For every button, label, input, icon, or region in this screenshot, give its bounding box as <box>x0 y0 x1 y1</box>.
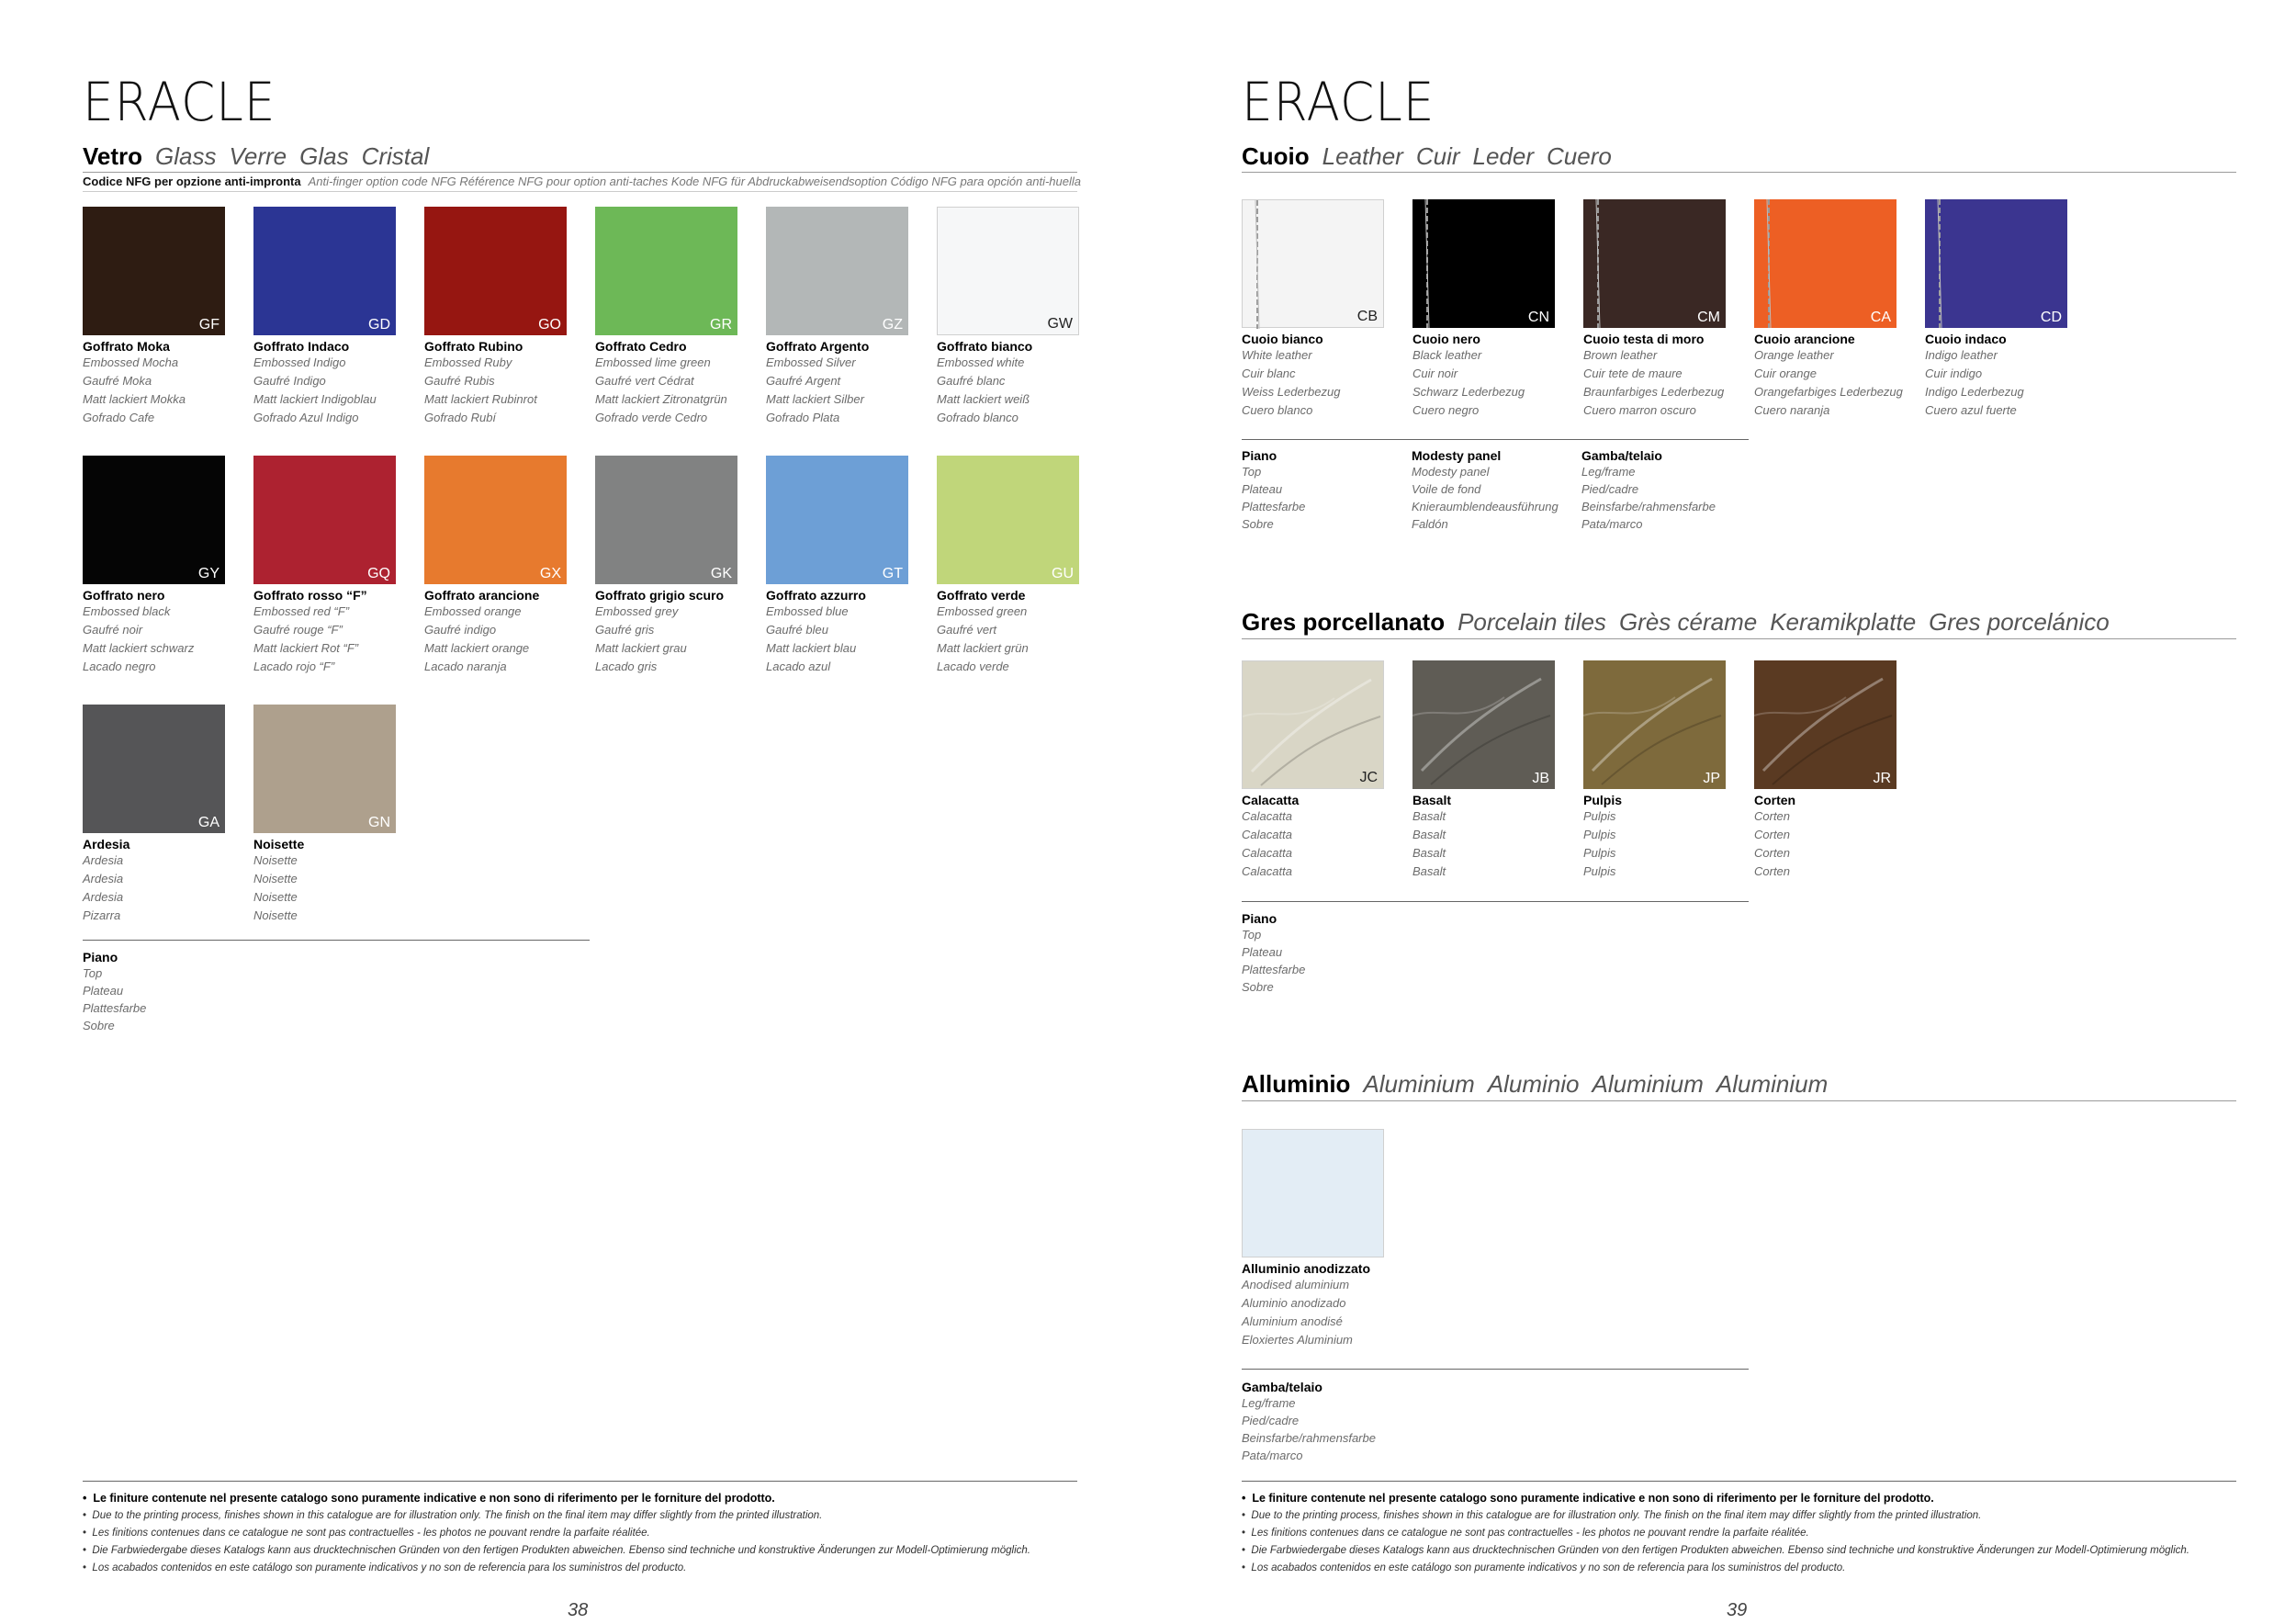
swatch-tile <box>1583 199 1726 328</box>
tile-texture <box>1412 660 1555 789</box>
swatch-translation: Ardesia <box>83 890 124 904</box>
section-divider <box>83 172 1077 173</box>
usage-title: Piano <box>83 950 118 964</box>
section-translation: Verre <box>229 142 287 170</box>
nfg-note-bold: Codice NFG per opzione anti-impronta <box>83 175 301 188</box>
swatch-translation: Gaufré Moka <box>83 374 152 388</box>
swatch-tile <box>1925 199 2067 328</box>
usage-divider <box>1242 439 1749 440</box>
section-translation: Aluminium <box>1363 1070 1475 1098</box>
swatch-tile <box>1412 660 1555 789</box>
swatch-translation: Cuero naranja <box>1754 403 1830 417</box>
swatch-name: Corten <box>1754 793 1796 807</box>
swatch-translation: Cuir orange <box>1754 367 1817 380</box>
usage-block <box>1242 448 1425 533</box>
swatch-translation: Gaufré indigo <box>424 623 497 637</box>
swatch-translation: Lacado rojo “F” <box>253 660 335 673</box>
swatch-code: GO <box>538 317 561 333</box>
nfg-note-translations: Anti-finger option code NFG Référence NFG pour option anti-taches Kode NFG für Abdruckabweisendsoption Código NFG para opción anti-huella <box>308 175 1081 188</box>
tile-texture <box>1583 660 1726 789</box>
swatch-code: CM <box>1697 310 1720 325</box>
swatch-translation: Cuero azul fuerte <box>1925 403 2017 417</box>
note-line: • Le finiture contenute nel presente catalogo sono puramente indicative e non sono di riferimento per le forniture del prodotto. <box>83 1492 775 1505</box>
swatch-tile <box>83 207 225 335</box>
swatch-translation: Matt lackiert Mokka <box>83 392 186 406</box>
swatch-translation: Matt lackiert blau <box>766 641 857 655</box>
note-line: • Due to the printing process, finishes shown in this catalogue are for illustration only. The finish on the final item may differ slightly from the printed illustration. <box>1242 1510 1982 1521</box>
swatch-code: GF <box>198 317 219 333</box>
swatch-name: Cuoio testa di moro <box>1583 332 1705 346</box>
swatch <box>1583 199 1726 420</box>
swatch-translation: Cuir noir <box>1412 367 1458 380</box>
note-line: • Les finitions contenues dans ce catalogue ne sont pas contractuelles - les photos ne pouvant rendre la parfaite réalitée. <box>83 1528 650 1539</box>
swatch <box>937 456 1079 676</box>
swatch-translation: Embossed green <box>937 604 1028 618</box>
swatch-tile <box>1754 199 1896 328</box>
note-line: • Los acabados contenidos en este catálogo son puramente indicativos y no son de referencia para los suministros del producto. <box>1242 1562 1846 1573</box>
tile-texture <box>1754 660 1896 789</box>
swatch-translation: Gofrado blanco <box>937 411 1019 424</box>
swatch-translation: Embossed red “F” <box>253 604 350 618</box>
section-translation: Glas <box>299 142 349 170</box>
swatch-translation: Gofrado Plata <box>766 411 840 424</box>
swatch-code: CB <box>1356 309 1378 324</box>
swatch-code: GW <box>1047 316 1073 332</box>
section-translation: Aluminio <box>1487 1070 1580 1098</box>
note-line: • Die Farbwiedergabe dieses Katalogs kann aus drucktechnischen Gründen von den fertigen Produkten abweichen. Ebenso sind techniche und konstruktive Änderungen zur Modell-Optimierung möglich. <box>1242 1545 2189 1556</box>
page-number: 38 <box>568 1600 589 1620</box>
usage-line: Sobre <box>1242 980 1274 994</box>
usage-divider <box>1242 1369 1749 1370</box>
note-line: • Los acabados contenidos en este catálogo son puramente indicativos y no son de referencia para los suministros del producto. <box>83 1562 687 1573</box>
usage-line: Knieraumblendeausführung <box>1412 500 1559 513</box>
section-translation: Porcelain tiles <box>1458 608 1606 636</box>
swatch-translation: White leather <box>1242 348 1312 362</box>
swatch-translation: Embossed blue <box>766 604 849 618</box>
swatch-tile <box>424 456 567 584</box>
section-translation: Glass <box>155 142 217 170</box>
swatch-translation: Basalt <box>1412 828 1446 841</box>
nfg-divider <box>83 191 1077 192</box>
swatch-translation: Matt lackiert Indigoblau <box>253 392 377 406</box>
swatch-translation: Gaufré rouge “F” <box>253 623 343 637</box>
usage-line: Plateau <box>83 984 124 998</box>
swatch-tile <box>937 456 1079 584</box>
swatch-tile <box>1583 660 1726 789</box>
swatch-translation: Gaufré Indigo <box>253 374 326 388</box>
swatch <box>253 456 396 676</box>
swatch <box>253 705 396 925</box>
swatch-tile <box>1242 199 1384 328</box>
swatch <box>1412 199 1555 420</box>
swatch-name: Ardesia <box>83 837 130 851</box>
swatch-code: GQ <box>367 566 390 581</box>
swatch-tile <box>1754 660 1896 789</box>
usage-line: Plateau <box>1242 945 1283 959</box>
swatch-name: Goffrato Indaco <box>253 339 350 354</box>
swatch-translation: Embossed Indigo <box>253 355 346 369</box>
swatch-code: CN <box>1527 310 1549 325</box>
stitch-decoration <box>1254 200 1261 329</box>
note-line: • Die Farbwiedergabe dieses Katalogs kann aus drucktechnischen Gründen von den fertigen Produkten abweichen. Ebenso sind techniche und konstruktive Änderungen zur Modell-Optimierung möglich. <box>83 1545 1030 1556</box>
swatch-name: Noisette <box>253 837 305 851</box>
section-translation: Grès cérame <box>1618 608 1758 636</box>
swatch-name: Goffrato bianco <box>937 339 1033 354</box>
section-title: Vetro <box>83 142 143 170</box>
swatch-translation: Cuero marron oscuro <box>1583 403 1696 417</box>
section-title: Cuoio <box>1242 142 1310 170</box>
swatch-translation: Basalt <box>1412 864 1446 878</box>
section-translation: Cuir <box>1415 142 1460 170</box>
swatch-translation: Noisette <box>253 908 298 922</box>
swatch <box>83 705 225 925</box>
swatch-name: Goffrato Argento <box>766 339 870 354</box>
section-translation: Aluminium <box>1592 1070 1704 1098</box>
swatch-translation: Gaufré bleu <box>766 623 828 637</box>
swatch-translation: Basalt <box>1412 846 1446 860</box>
swatch-translation: Matt lackiert Rubinrot <box>424 392 537 406</box>
swatch-name: Goffrato arancione <box>424 588 540 603</box>
swatch-code: GR <box>710 317 732 333</box>
usage-block <box>1581 448 1765 533</box>
stitch-decoration <box>1936 199 1943 328</box>
swatch-translation: Lacado gris <box>595 660 658 673</box>
swatch-translation: Embossed grey <box>595 604 679 618</box>
page-number: 39 <box>1727 1600 1748 1620</box>
section-title-glass <box>83 144 429 168</box>
usage-line: Plattesfarbe <box>1242 500 1306 513</box>
swatch-name: Basalt <box>1412 793 1452 807</box>
swatch-translation: Embossed Silver <box>766 355 856 369</box>
stitch-decoration <box>1424 199 1431 328</box>
swatch-tile <box>83 456 225 584</box>
swatch-translation: Corten <box>1754 828 1791 841</box>
swatch-translation: Brown leather <box>1583 348 1658 362</box>
swatch-translation: Matt lackiert grün <box>937 641 1029 655</box>
swatch-translation: Lacado naranja <box>424 660 507 673</box>
section-title-leather <box>1242 144 1612 168</box>
swatch-translation: Matt lackiert orange <box>424 641 530 655</box>
usage-line: Faldón <box>1412 517 1448 531</box>
note-line: • Le finiture contenute nel presente catalogo sono puramente indicative e non sono di riferimento per le forniture del prodotto. <box>1242 1492 1934 1505</box>
usage-title: Modesty panel <box>1412 448 1502 463</box>
swatch-translation: Gaufré gris <box>595 623 655 637</box>
swatch-translation: Cuero blanco <box>1242 403 1313 417</box>
swatch-tile <box>253 207 396 335</box>
swatch-translation: Calacatta <box>1242 846 1292 860</box>
brand-logo: ERACLE <box>83 71 276 133</box>
usage-line: Pied/cadre <box>1242 1414 1300 1427</box>
usage-line: Top <box>1242 928 1262 942</box>
swatch-name: Calacatta <box>1242 793 1300 807</box>
swatch-translation: Gaufré vert <box>937 623 997 637</box>
swatch-translation: Gofrado Cafe <box>83 411 155 424</box>
swatch-translation: Cuir tete de maure <box>1583 367 1683 380</box>
swatch-name: Cuoio nero <box>1412 332 1480 346</box>
usage-title: Piano <box>1242 911 1277 926</box>
swatch-translation: Eloxiertes Aluminium <box>1242 1333 1353 1347</box>
swatch <box>83 456 225 676</box>
swatch-code: CA <box>1870 310 1891 325</box>
swatch-translation: Pulpis <box>1583 828 1616 841</box>
brand-logo: ERACLE <box>1242 71 1435 133</box>
swatch-translation: Lacado azul <box>766 660 831 673</box>
swatch-code: GK <box>710 566 732 581</box>
swatch-translation: Pulpis <box>1583 809 1616 823</box>
usage-line: Modesty panel <box>1412 465 1490 479</box>
swatch-translation: Matt lackiert Rot “F” <box>253 641 359 655</box>
swatch <box>253 207 396 427</box>
swatch <box>595 456 737 676</box>
swatch-translation: Calacatta <box>1242 809 1292 823</box>
usage-line: Leg/frame <box>1242 1396 1296 1410</box>
section-translation: Aluminium <box>1716 1070 1829 1098</box>
swatch <box>1754 660 1896 881</box>
swatch-translation: Aluminio anodizado <box>1242 1296 1346 1310</box>
swatch-translation: Pulpis <box>1583 846 1616 860</box>
swatch-code: GD <box>368 317 390 333</box>
swatch <box>1412 660 1555 881</box>
swatch-name: Alluminio anodizzato <box>1242 1261 1370 1276</box>
swatch-translation: Cuir indigo <box>1925 367 1983 380</box>
swatch-translation: Matt lackiert weiß <box>937 392 1030 406</box>
usage-block <box>1242 911 1425 996</box>
swatch-translation: Corten <box>1754 864 1791 878</box>
swatch-translation: Black leather <box>1412 348 1482 362</box>
swatch-tile <box>766 456 908 584</box>
swatch-translation: Lacado verde <box>937 660 1009 673</box>
swatch-translation: Calacatta <box>1242 864 1292 878</box>
swatch-translation: Ardesia <box>83 853 124 867</box>
swatch-tile <box>937 207 1079 335</box>
swatch-name: Cuoio bianco <box>1242 332 1323 346</box>
swatch-translation: Orangefarbiges Lederbezug <box>1754 385 1903 399</box>
swatch-translation: Embossed lime green <box>595 355 711 369</box>
swatch-translation: Matt lackiert schwarz <box>83 641 195 655</box>
usage-line: Pied/cadre <box>1581 482 1639 496</box>
usage-line: Top <box>83 966 103 980</box>
swatch-translation: Ardesia <box>83 872 124 885</box>
swatch-translation: Aluminium anodisé <box>1242 1314 1343 1328</box>
swatch <box>595 207 737 427</box>
swatch-translation: Pulpis <box>1583 864 1616 878</box>
swatch-translation: Corten <box>1754 846 1791 860</box>
usage-line: Voile de fond <box>1412 482 1481 496</box>
swatch-translation: Embossed orange <box>424 604 522 618</box>
right-page <box>1148 0 2296 1624</box>
swatch-code: GY <box>197 566 219 581</box>
usage-title: Gamba/telaio <box>1242 1380 1322 1394</box>
usage-title: Piano <box>1242 448 1277 463</box>
swatch <box>766 456 908 676</box>
swatch-code: GZ <box>882 317 903 333</box>
swatch-name: Goffrato nero <box>83 588 165 603</box>
section-translation: Keramikplatte <box>1770 608 1917 636</box>
usage-line: Plattesfarbe <box>1242 963 1306 976</box>
notes-divider <box>1242 1481 2236 1482</box>
stitch-decoration <box>1765 199 1773 328</box>
swatch-code: JB <box>1532 771 1549 786</box>
usage-line: Plattesfarbe <box>83 1001 147 1015</box>
swatch-code: GN <box>368 815 390 830</box>
swatch-translation: Basalt <box>1412 809 1446 823</box>
usage-block <box>83 950 266 1034</box>
swatch-translation: Indigo leather <box>1925 348 1998 362</box>
usage-line: Beinsfarbe/rahmensfarbe <box>1242 1431 1376 1445</box>
swatch <box>424 456 567 676</box>
swatch-translation: Gaufré vert Cédrat <box>595 374 694 388</box>
usage-block <box>1412 448 1595 533</box>
swatch-tile <box>595 207 737 335</box>
swatch-translation: Embossed Mocha <box>83 355 179 369</box>
swatch-tile <box>83 705 225 833</box>
usage-line: Top <box>1242 465 1262 479</box>
swatch-translation: Embossed Ruby <box>424 355 512 369</box>
section-title-tiles <box>1242 610 2110 634</box>
swatch-tile <box>424 207 567 335</box>
swatch <box>1242 1129 1384 1349</box>
usage-line: Sobre <box>83 1019 115 1032</box>
swatch-translation: Matt lackiert Silber <box>766 392 864 406</box>
swatch <box>1925 199 2067 420</box>
swatch-name: Goffrato Rubino <box>424 339 523 354</box>
swatch-translation: Gaufré noir <box>83 623 143 637</box>
section-title: Alluminio <box>1242 1070 1351 1098</box>
swatch-translation: Indigo Lederbezug <box>1925 385 2024 399</box>
swatch-code: JC <box>1359 770 1378 785</box>
swatch-code: GU <box>1052 566 1074 581</box>
swatch-code: GA <box>197 815 219 830</box>
swatch <box>424 207 567 427</box>
usage-line: Plateau <box>1242 482 1283 496</box>
swatch-translation: Noisette <box>253 890 298 904</box>
swatch-translation: Lacado negro <box>83 660 156 673</box>
swatch-translation: Matt lackiert Zitronatgrün <box>595 392 727 406</box>
swatch-tile <box>1242 660 1384 789</box>
swatch <box>83 207 225 427</box>
swatch-name: Cuoio indaco <box>1925 332 2007 346</box>
section-translation: Leder <box>1472 142 1535 170</box>
swatch-name: Pulpis <box>1583 793 1623 807</box>
swatch-name: Cuoio arancione <box>1754 332 1855 346</box>
swatch-tile <box>253 705 396 833</box>
section-title: Gres porcellanato <box>1242 608 1446 636</box>
disclaimer-notes <box>83 1490 1075 1577</box>
swatch-translation: Anodised aluminium <box>1242 1278 1350 1291</box>
swatch-translation: Embossed white <box>937 355 1025 369</box>
note-line: • Les finitions contenues dans ce catalogue ne sont pas contractuelles - les photos ne pouvant rendre la parfaite réalitée. <box>1242 1528 1809 1539</box>
swatch <box>1583 660 1726 881</box>
swatch-name: Goffrato grigio scuro <box>595 588 724 603</box>
stitch-decoration <box>1594 199 1602 328</box>
section-translation: Leather <box>1322 142 1403 170</box>
usage-divider <box>1242 901 1749 902</box>
swatch-translation: Matt lackiert grau <box>595 641 687 655</box>
swatch-name: Goffrato Moka <box>83 339 170 354</box>
swatch-name: Goffrato Cedro <box>595 339 687 354</box>
swatch-translation: Braunfarbiges Lederbezug <box>1583 385 1725 399</box>
swatch-translation: Gofrado Rubí <box>424 411 497 424</box>
swatch <box>937 207 1079 427</box>
swatch-translation: Gofrado Azul Indigo <box>253 411 359 424</box>
nfg-code-note <box>83 175 1081 188</box>
swatch-tile <box>766 207 908 335</box>
usage-block <box>1242 1380 1425 1464</box>
swatch-code: CD <box>2040 310 2062 325</box>
swatch-translation: Orange leather <box>1754 348 1834 362</box>
section-translation: Cristal <box>361 142 430 170</box>
usage-line: Leg/frame <box>1581 465 1636 479</box>
swatch-translation: Embossed black <box>83 604 171 618</box>
swatch-translation: Pizarra <box>83 908 121 922</box>
swatch-translation: Schwarz Lederbezug <box>1412 385 1525 399</box>
swatch-name: Goffrato azzurro <box>766 588 866 603</box>
swatch-name: Goffrato verde <box>937 588 1026 603</box>
swatch-translation: Gaufré Rubis <box>424 374 495 388</box>
swatch-translation: Gofrado verde Cedro <box>595 411 708 424</box>
swatch <box>1242 660 1384 881</box>
swatch-translation: Noisette <box>253 872 298 885</box>
swatch-translation: Gaufré Argent <box>766 374 841 388</box>
swatch-tile <box>253 456 396 584</box>
disclaimer-notes <box>1242 1490 2234 1577</box>
section-translation: Gres porcelánico <box>1929 608 2110 636</box>
usage-line: Pata/marco <box>1581 517 1643 531</box>
swatch-tile <box>1242 1129 1384 1257</box>
swatch-translation: Cuir blanc <box>1242 367 1296 380</box>
swatch-code: GT <box>882 566 903 581</box>
swatch <box>1754 199 1903 420</box>
swatch-code: JP <box>1703 771 1720 786</box>
notes-divider <box>83 1481 1077 1482</box>
section-translation: Cuero <box>1547 142 1612 170</box>
usage-line: Sobre <box>1242 517 1274 531</box>
swatch-translation: Gaufré blanc <box>937 374 1006 388</box>
section-divider <box>1242 638 2236 639</box>
swatch-tile <box>1412 199 1555 328</box>
swatch-translation: Noisette <box>253 853 298 867</box>
swatch-translation: Calacatta <box>1242 828 1292 841</box>
swatch-code: JR <box>1873 771 1891 786</box>
swatch <box>766 207 908 427</box>
usage-line: Beinsfarbe/rahmensfarbe <box>1581 500 1716 513</box>
swatch <box>1242 199 1384 420</box>
swatch-tile <box>595 456 737 584</box>
section-divider <box>1242 172 2236 173</box>
swatch-code: GX <box>539 566 561 581</box>
section-divider <box>1242 1100 2236 1101</box>
usage-line: Pata/marco <box>1242 1449 1303 1462</box>
swatch-name: Goffrato rosso “F” <box>253 588 367 603</box>
note-line: • Due to the printing process, finishes shown in this catalogue are for illustration only. The finish on the final item may differ slightly from the printed illustration. <box>83 1510 823 1521</box>
swatch-translation: Corten <box>1754 809 1791 823</box>
usage-title: Gamba/telaio <box>1581 448 1662 463</box>
usage-divider <box>83 940 590 941</box>
swatch-translation: Weiss Lederbezug <box>1242 385 1341 399</box>
swatch-translation: Cuero negro <box>1412 403 1480 417</box>
section-title-aluminium <box>1242 1072 1828 1096</box>
